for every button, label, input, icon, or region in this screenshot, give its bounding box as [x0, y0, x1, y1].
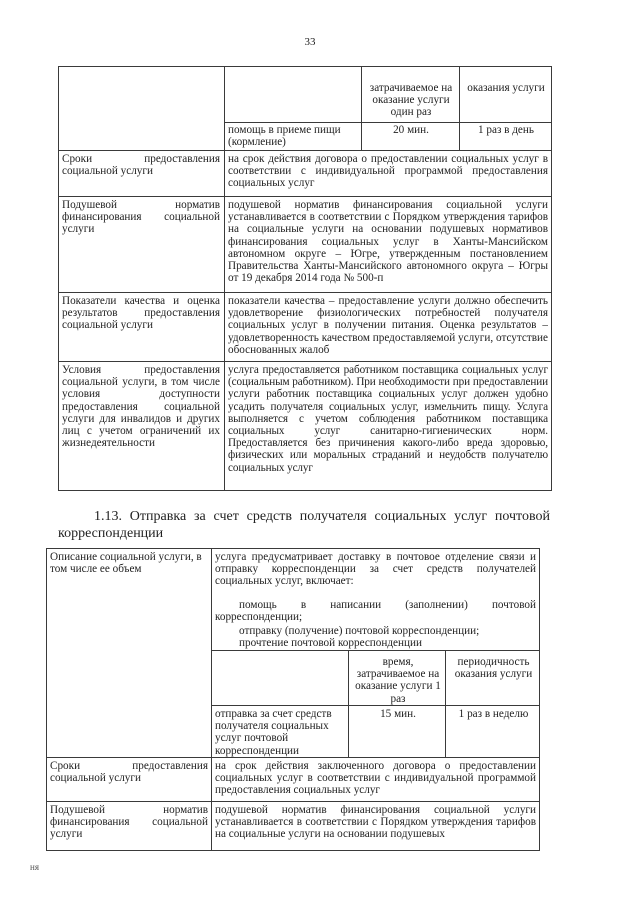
table1-terms-text: на срок действия договора о предоставлении социальных услуг в соответствии с индивидуальной программой предоставления социальных услуг	[228, 153, 548, 190]
table1-quality-label: Показатели качества и оценка результатов предоставления социальной услуги	[62, 295, 220, 332]
table2-description-item-1: помощь в написании (заполнении) почтовой корреспонденции;	[215, 599, 536, 624]
table2-description-label: Описание социальной услуги, в том числе ее объем	[50, 551, 202, 576]
table2-service-period: 1 раз в неделю	[458, 708, 529, 720]
page-number: 33	[304, 36, 316, 48]
section-heading: 1.13. Отправка за счет средств получателя социальных услуг почтовой корреспонденции	[58, 509, 550, 541]
table2-service-time: 15 мин.	[380, 708, 416, 720]
table1-terms-label: Сроки предоставления социальной услуги	[62, 153, 220, 178]
table2-terms-text: на срок действия заключенного договора о предоставлении социальных услуг в соответствии с индивидуальной программой предоставления социальных услуг	[215, 760, 536, 797]
table1-header-period: оказания услуги	[467, 82, 545, 94]
table1-service-period: 1 раз в день	[478, 124, 534, 136]
table2-funding-label: Подушевой норматив финансирования социальной услуги	[50, 804, 208, 841]
table2-terms-label: Сроки предоставления социальной услуги	[50, 760, 208, 785]
table1-conditions-label: Условия предоставления социальной услуги, в том числе условия доступности предоставления социальной услуги для инвалидов и других лиц с учетом ограничений их жизнедеятельности	[62, 364, 220, 450]
table2-description-item-2: отправку (получение) почтовой корреспонденции;	[239, 625, 480, 637]
table1-quality-text: показатели качества – предоставление услуги должно обеспечить удовлетворение физиологических потребностей получателя социальных услуг в получении питания. Оценка результатов – удовлетворенность качеством предоставляемой услуги, отсутствие обоснованных жалоб	[228, 295, 548, 356]
table1-conditions-text: услуга предоставляется работником поставщика социальных услуг (социальным работником). При необходимости при предоставлении услуги работник поставщика социальных услуг должен удобно усадить получателя социальных услуг, измельчить пищу. Услуга выполняется с учетом соблюдения работником поставщика социальных услуг санитарно-гигиенических норм. Предоставляется без причинения какого-либо вреда здоровью, физических или моральных страданий и неудобств получателю социальных услуг	[228, 364, 548, 474]
table2-description-intro: услуга предусматривает доставку в почтовое отделение связи и отправку корреспонденции за счет средств получателей социальных услуг, включает:	[215, 551, 536, 588]
table2-description-item-3: прочтение почтовой корреспонденции	[239, 637, 422, 649]
table2-header-period: периодичность оказания услуги	[454, 656, 533, 681]
table1-funding-label: Подушевой норматив финансирования социальной услуги	[62, 199, 220, 236]
table1-service-name: помощь в приеме пищи (кормление)	[228, 124, 341, 149]
table1-funding-text: подушевой норматив финансирования социальной услуги устанавливается в соответствии с Порядком утверждения тарифов на социальные услуги на основании подушевых нормативов финансирования социальных услуг в Ханты-Мансийском автономном округе – Югре, утвержденным постановлением Правительства Ханты-Мансийского автономного округа – Югры от 19 декабря 2014 года № 500-п	[228, 199, 548, 285]
table2-header-time: время, затрачиваемое на оказание услуги 1 раз	[355, 656, 441, 705]
table1-service-time: 20 мин.	[393, 124, 429, 136]
table1-header-time: затрачиваемое на оказание услуги один раз	[369, 82, 453, 119]
table2-funding-text: подушевой норматив финансирования социальной услуги устанавливается в соответствии с Порядком утверждения тарифов на социальные услуги на основании подушевых	[215, 804, 536, 841]
footer-mark: ня	[30, 862, 39, 872]
table2-service-name: отправка за счет средств получателя социальных услуг почтовой корреспонденции	[215, 708, 332, 757]
